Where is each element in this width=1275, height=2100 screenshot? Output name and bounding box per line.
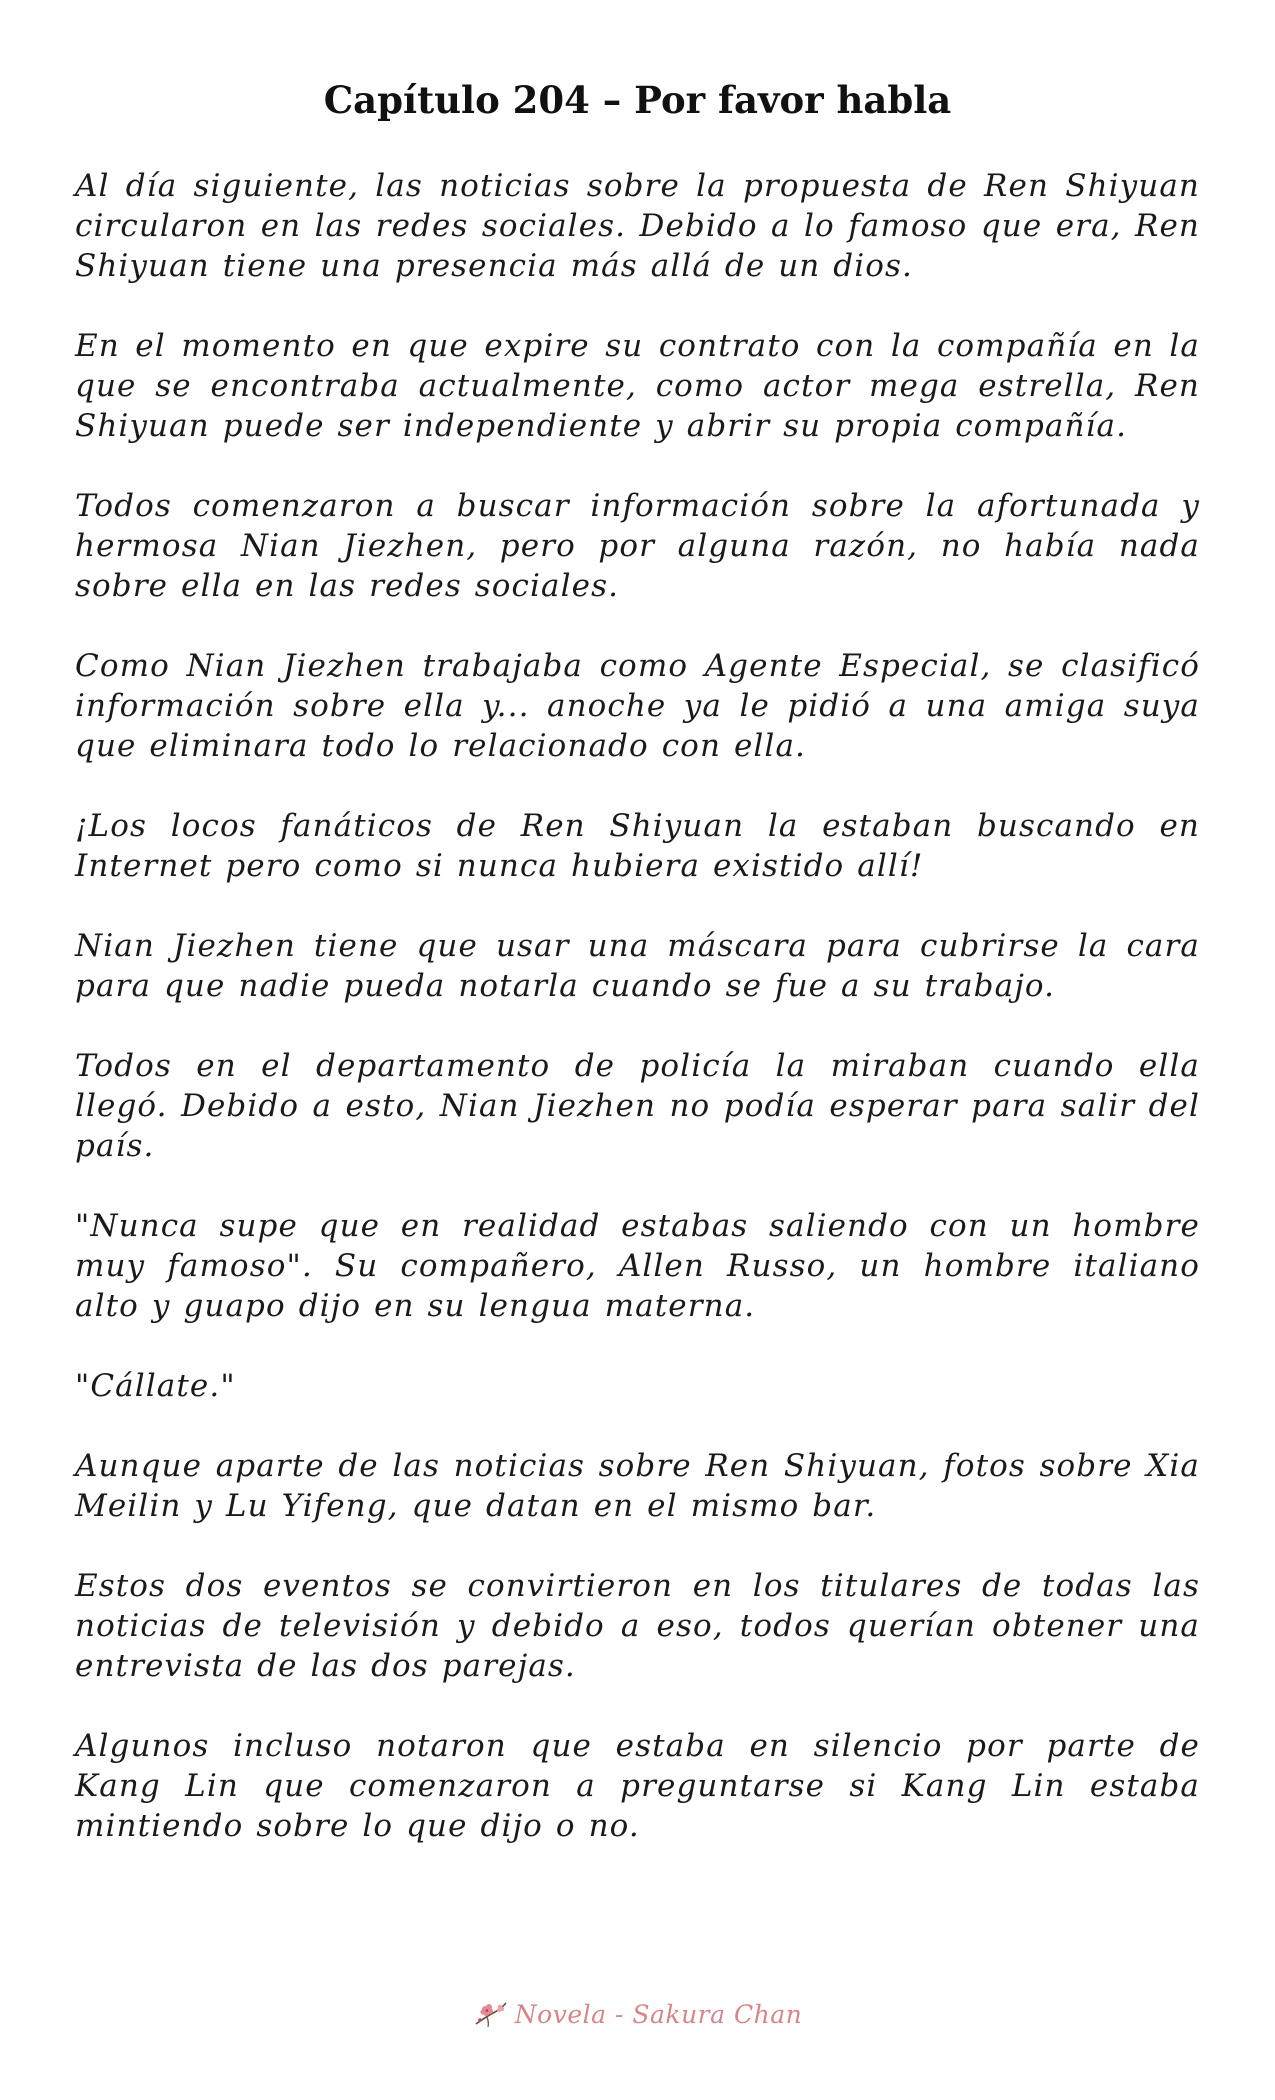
paragraph: Como Nian Jiezhen trabajaba como Agente Especial, se clasificó información sobre ella y... anoche ya le pidió a una amiga suya que eliminara todo lo relacionado con ella. xyxy=(75,648,1200,764)
chapter-title: Capítulo 204 – Por favor habla xyxy=(323,78,952,122)
chapter-body xyxy=(75,166,1200,1886)
paragraph: Nian Jiezhen tiene que usar una máscara para cubrirse la cara para que nadie pueda notarla cuando se fue a su trabajo. xyxy=(75,928,1200,1004)
paragraph: Estos dos eventos se convirtieron en los titulares de todas las noticias de televisión y debido a eso, todos querían obtener una entrevista de las dos parejas. xyxy=(75,1568,1200,1684)
paragraph: Todos en el departamento de policía la miraban cuando ella llegó. Debido a esto, Nian Jiezhen no podía esperar para salir del país. xyxy=(75,1048,1200,1164)
paragraph: "Nunca supe que en realidad estabas saliendo con un hombre muy famoso". Su compañero, Allen Russo, un hombre italiano alto y guapo dijo en su lengua materna. xyxy=(75,1208,1200,1324)
paragraph: Algunos incluso notaron que estaba en silencio por parte de Kang Lin que comenzaron a preguntarse si Kang Lin estaba mintiendo sobre lo que dijo o no. xyxy=(75,1728,1200,1844)
paragraph: Aunque aparte de las noticias sobre Ren Shiyuan, fotos sobre Xia Meilin y Lu Yifeng, que datan en el mismo bar. xyxy=(75,1448,1200,1524)
sakura-branch-icon xyxy=(473,1998,509,2030)
watermark-text: Novela - Sakura Chan xyxy=(514,1999,803,2029)
watermark-footer xyxy=(0,1994,1275,2034)
paragraph: En el momento en que expire su contrato con la compañía en la que se encontraba actualmente, como actor mega estrella, Ren Shiyuan puede ser independiente y abrir su propia compañía. xyxy=(75,328,1200,444)
paragraph: Al día siguiente, las noticias sobre la propuesta de Ren Shiyuan circularon en las redes sociales. Debido a lo famoso que era, Ren Shiyuan tiene una presencia más allá de un dios. xyxy=(75,168,1200,284)
paragraph: ¡Los locos fanáticos de Ren Shiyuan la estaban buscando en Internet pero como si nunca hubiera existido allí! xyxy=(75,808,1200,884)
paragraph: "Cállate." xyxy=(75,1368,236,1404)
paragraph: Todos comenzaron a buscar información sobre la afortunada y hermosa Nian Jiezhen, pero por alguna razón, no había nada sobre ella en las redes sociales. xyxy=(75,488,1200,604)
